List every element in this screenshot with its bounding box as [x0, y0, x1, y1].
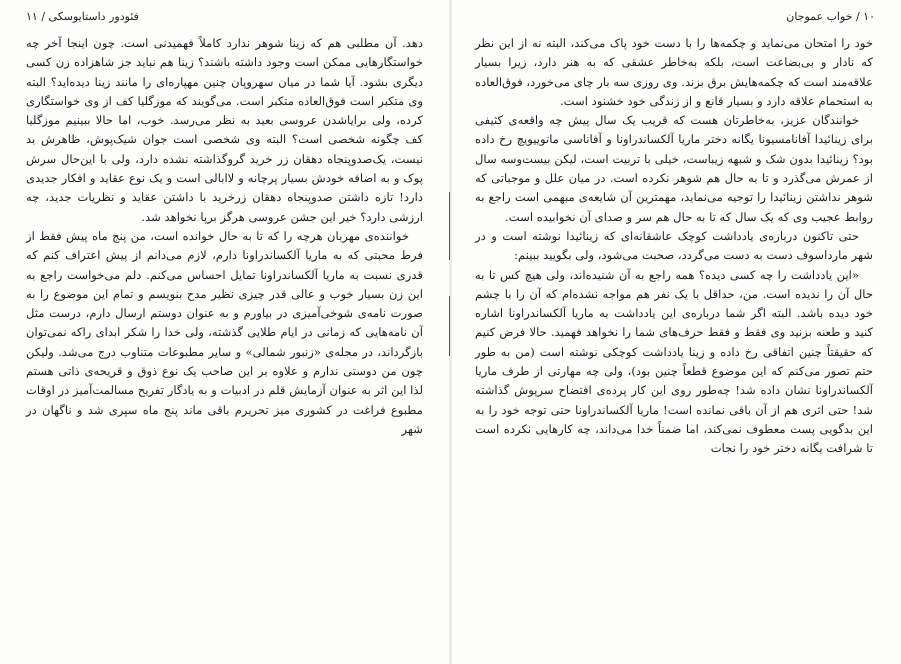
- left-paragraph-2: خواننده‌ی مهربان هرچه را که تا به حال خوانده است، من پنج ماه پیش فقط از فرط محبتی که به ماریا آلکساندراونا دارم، لازم می‌دانم از پیش اعتراف کنم که قدری نسبت به ماریا آلکساندراونا تمایل احساس می‌کنم. دلم می‌خواست راجع به این زن بسیار خوب و عالی قدر چیزی نظیر مدح بنویسم و تمام این موضوع را به صورت نامه‌ی شوخی‌آمیزی در بیاورم و به عنوان دوستم ارسال دارم، درست مثل آن نامه‌هایی که زمانی در ایام طلایی گذشته، ولی خدا را شکر ابدای راکه نمی‌توان بازگرداند، در مجله‌ی «زنبور شمالی» و سایر مطبوعات متناوب درج می‌شد. ولیکن چون من دوستی ندارم و علاوه بر این صاحب یک نوع ذوق و قریحه‌ی ذاتی هستم لذا این اثر به عنوان آزمایش قلم در ادبیات و به یادگار تفریح مسالمت‌آمیز در اوقات مطبوع فراغت در کشوری میز تحریرم باقی ماند پنج ماه سپری شد و ناگهان در شهر: [26, 228, 423, 436]
- gutter-crease-mark: [449, 192, 450, 260]
- left-paragraph-1: دهد. آن مطلبی هم که زینا شوهر ندارد کاملاً فهمیدنی است. چون اینجا آخر چه خواستگارهایی ممکن است وجود داشته باشند؟ زینا هم نباید جز شاهزاده زن کسی دیگری بشود. آیا شما در میان سهروپان چنین مهپاره‌ای را مانند زینا دیده‌اید؟ البته وی متکبر است فوق‌العاده متکبر است. می‌گویند که موزگلیا کف از وی خواستگاری کرده، ولی برایاشدن عروسی بعید به نظر می‌رسد. خوب، اما حالا ببینیم موزگلیا کف چگونه شخصی است؟ البته وی شخصی است جوان شیک‌پوش، ظاهرش بد نیست، یک‌صدوپنجاه دهقان زر خرید گروگذاشته نشده دارد، ولی با این‌حال سرش پوک و به اضافه خودش بسیار پرچانه و لاابالی است و یک نوع عقاید و افکار جدیدی دارد! تازه داشتن صدوپنجاه دهقان زرخرید با داشتن عقاید و نظریات جدید، چه ارزشی دارد؟ خیر این جشن عروسی هرگز برپا نخواهد شد.: [26, 36, 423, 224]
- right-body-text: [475, 34, 873, 459]
- right-paragraph-1: خود را امتحان می‌نماید و چکمه‌ها را با دست خود پاک می‌کند، البته نه از این نظر که نادار و بی‌بضاعت است، بلکه به‌خاطر عشقی که به هنر دارد، زیرا بسیار علاقه‌مند است که چکمه‌هایش برق بزند. وی روزی سه بار چای می‌خورد، فوق‌العاده به استحمام علاقه دارد و بسیار قانع و از زندگی خود خشنود است.: [475, 36, 873, 108]
- right-paragraph-3: حتی تاکنون درباره‌ی یادداشت کوچک عاشقانه‌ای که زینائیدا نوشته است و در شهر مارداسوف دست به دست می‌گردد، صحبت می‌شود، ولی بگویید ببینم:: [475, 228, 873, 263]
- left-body-text: [26, 34, 423, 439]
- left-page: [0, 0, 450, 664]
- right-page: [451, 0, 901, 664]
- right-paragraph-4: «این یادداشت را چه کسی دیده؟ همه راجع به آن شنیده‌اند، ولی هیچ کس تا به حال آن را ندیده است. من، حداقل با یک نفر هم مواجه نشده‌ام که آن را با چشم خود دیده باشد. البته اگر شما درباره‌ی این یادداشت به ماریا آلکساندراونا اشاره کنید و طعنه بزنید وی فقط و فقط حرف‌های شما را نخواهد فهمید. حالا فرض کنیم که حقیقتاً چنین اتفاقی رخ داده و زینا یادداشت کوچکی نوشته است (من به طور حتم تصور می‌کنم که این موضوع قطعاً چنین بود)، ولی چه مهارتی از طرف ماریا آلکساندراونا نشان داده شد! چه‌طور روی این کار پرده‌ی افتضاح سرپوش گذاشته شد! حتی اثری هم از آن باقی نمانده است! ماریا آلکساندراونا حتی توجه خود را به این بدگویی پست معطوف نمی‌کند، اما ضمناً خدا می‌داند، چه کارهایی نکرده است تا شرافت یگانه دختر خود را نجات: [475, 267, 873, 456]
- right-running-header: ۱۰ / خواب عموجان: [786, 10, 875, 23]
- left-running-header: فئودور داستایوسکی / ۱۱: [26, 10, 139, 23]
- gutter-crease-mark: [449, 296, 450, 356]
- right-paragraph-2: خوانندگان عزیز، به‌خاطرتان هست که قریب یک سال پیش چه واقعه‌ی کثیفی برای زینائیدا آفانامسیونا یگانه دختر ماریا آلکساندراونا و آفاناسی ماتوییویچ رخ داده بود؟ زینائیدا بدون شک و شبهه زیباست، خیلی با تربیت است، لیکن بیست‌وسه سال از عمرش می‌گذرد و تا به حال هم شوهر نکرده است. در میان علل و موجباتی که شوهر نداشتن زینائیدا را توجیه می‌نماید، مهمترین آن شایعه‌ی مبهمی است راجع به روابط عجیب وی که یک سال که تا به حال هم سر و صدای آن نخوابیده است.: [475, 113, 873, 224]
